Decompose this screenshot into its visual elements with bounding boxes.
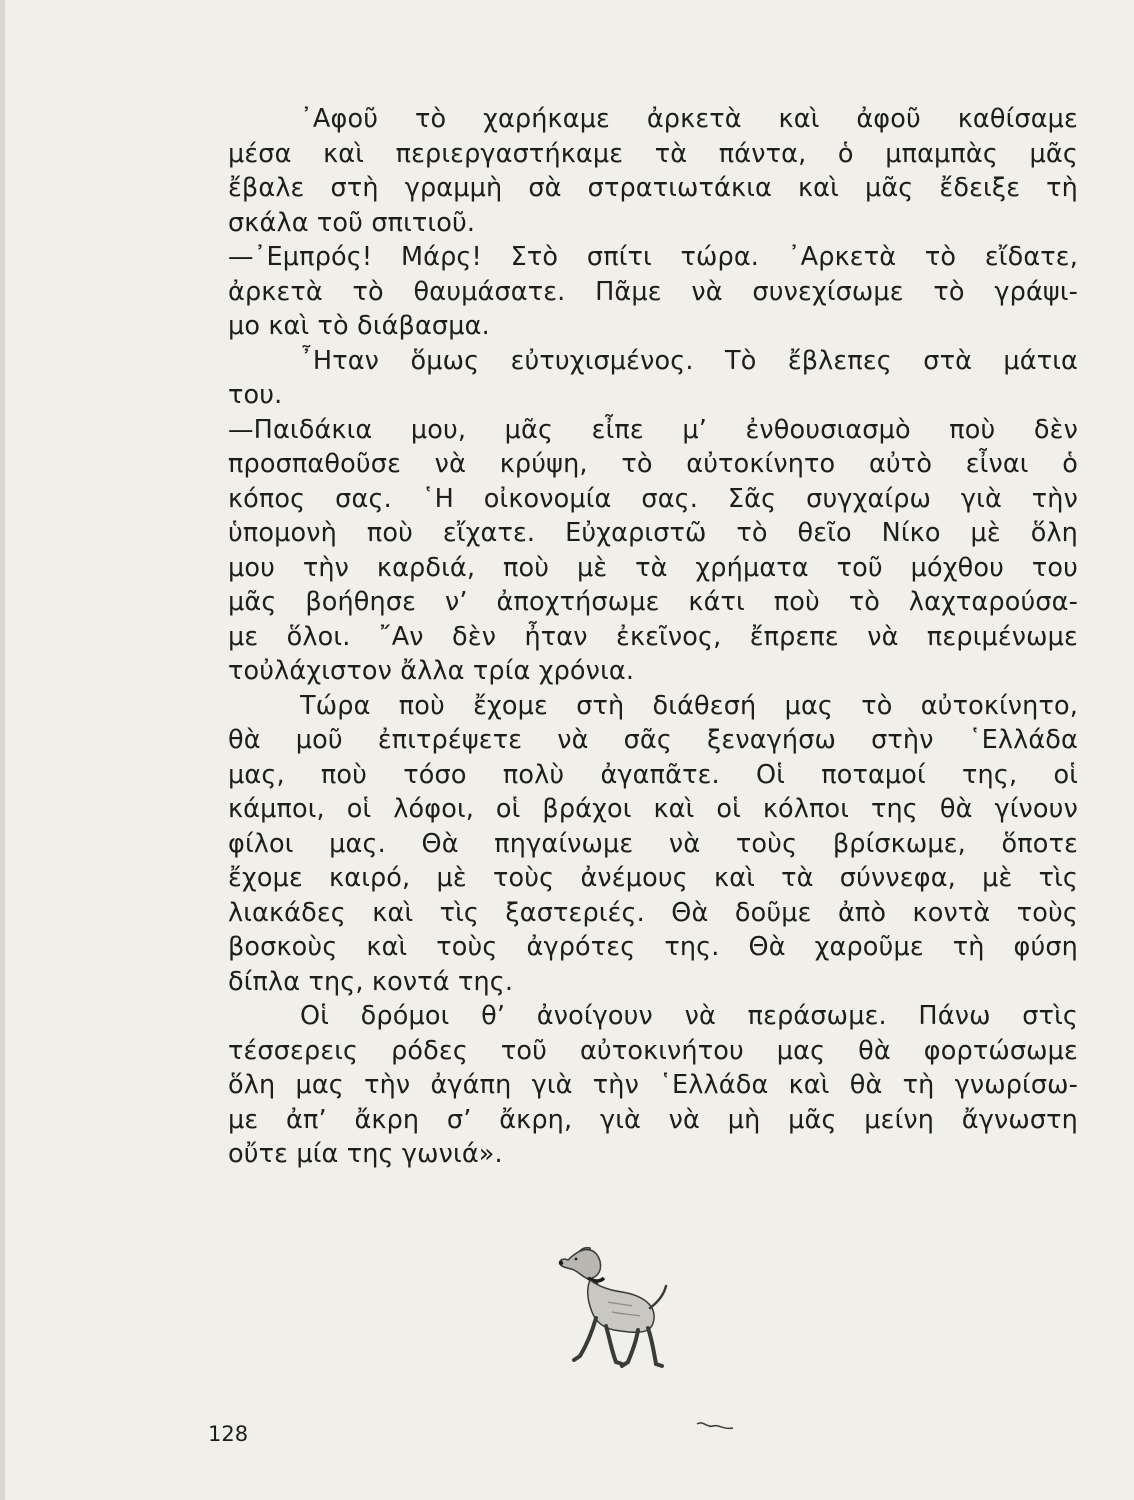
text-line: ὅλη μας τὴν ἀγάπη γιὰ τὴν ῾Ελλάδα καὶ θὰ τὴ γνωρίσω- — [228, 1070, 1078, 1100]
text-line: ᾿Αφοῦ τὸ χαρήκαμε ἀρκετὰ καὶ ἀφοῦ καθίσαμε — [300, 104, 1078, 134]
text-line: ἀρκετὰ τὸ θαυμάσατε. Πᾶμε νὰ συνεχίσωμε τὸ γράψι- — [228, 276, 1078, 307]
dog-nose — [559, 1261, 563, 1265]
text-line: προσπαθοῦσε νὰ κρύψη, τὸ αὐτοκίνητο αὐτὸ εἶναι ὁ — [228, 449, 1078, 479]
page-edge-shadow — [0, 0, 5, 1500]
text-line: τοὐλάχιστον ἄλλα τρία χρόνια. — [228, 656, 635, 686]
text-line: του. — [228, 380, 283, 410]
text-line: —᾿Εμπρός! Μάρς! Στὸ σπίτι τώρα. ᾿Αρκετὰ τὸ εἴδατε, — [228, 242, 1078, 272]
text-line: θὰ μοῦ ἐπιτρέψετε νὰ σᾶς ξεναγήσω στὴν ῾Ελλάδα — [228, 725, 1078, 755]
text-line: με ὅλοι. ῎Αν δὲν ἦταν ἐκεῖνος, ἔπρεπε νὰ περιμένωμε — [228, 621, 1078, 652]
ink-mark — [695, 1418, 735, 1434]
text-line: λιακάδες καὶ τὶς ξαστεριές. Θὰ δοῦμε ἀπὸ κοντὰ τοὺς — [228, 897, 1078, 928]
dog-illustration — [552, 1242, 672, 1372]
text-line: ῏Ηταν ὅμως εὐτυχισμένος. Τὸ ἔβλεπες στὰ μάτια — [300, 345, 1078, 376]
text-line: κόπος σας. ῾Η οἰκονομία σας. Σᾶς συγχαίρω γιὰ τὴν — [228, 483, 1078, 514]
text-line: μου τὴν καρδιά, ποὺ μὲ τὰ χρήματα τοῦ μόχθου του — [228, 552, 1078, 583]
dog-hind-leg-right — [648, 1328, 662, 1366]
text-line: βοσκοὺς καὶ τοὺς ἀγρότες της. Θὰ χαροῦμε τὴ φύση — [228, 932, 1078, 962]
text-line: ἔβαλε στὴ γραμμὴ σὰ στρατιωτάκια καὶ μᾶς ἔδειξε τὴ — [228, 173, 1078, 203]
text-line: κάμποι, οἱ λόφοι, οἱ βράχοι καὶ οἱ κόλποι της θὰ γίνουν — [228, 794, 1078, 824]
text-line: φίλοι μας. Θὰ πηγαίνωμε νὰ τοὺς βρίσκωμε, ὅποτε — [228, 828, 1078, 859]
text-line: σκάλα τοῦ σπιτιοῦ. — [228, 207, 476, 238]
text-line: δίπλα της, κοντά της. — [228, 966, 514, 997]
text-line: μέσα καὶ περιεργαστήκαμε τὰ πάντα, ὁ μπαμπὰς μᾶς — [228, 138, 1078, 169]
dog-hind-leg-left — [622, 1330, 638, 1366]
text-line: τέσσερεις ρόδες τοῦ αὐτοκινήτου μας θὰ φορτώσωμε — [228, 1035, 1078, 1066]
text-line: μας, ποὺ τόσο πολὺ ἀγαπᾶτε. Οἱ ποταμοί της, οἱ — [228, 759, 1078, 790]
text-line: —Παιδάκια μου, μᾶς εἶπε μ’ ἐνθουσιασμὸ ποὺ δὲν — [228, 414, 1078, 445]
text-line: οὔτε μία της γωνιά». — [228, 1139, 503, 1169]
dog-front-leg-left — [574, 1318, 596, 1360]
text-line: μᾶς βοήθησε ν’ ἀποχτήσωμε κάτι ποὺ τὸ λαχταρούσα- — [228, 587, 1078, 617]
text-line: ἔχομε καιρό, μὲ τοὺς ἀνέμους καὶ τὰ σύννεφα, μὲ τὶς — [228, 863, 1078, 893]
body-text — [228, 102, 1078, 1172]
text-line: μο καὶ τὸ διάβασμα. — [228, 311, 490, 341]
dog-eye — [575, 1258, 578, 1261]
dog-tail — [650, 1286, 666, 1308]
dog-front-leg-right — [606, 1326, 622, 1364]
text-line: Οἱ δρόμοι θ’ ἀνοίγουν νὰ περάσωμε. Πάνω στὶς — [300, 1001, 1078, 1031]
text-line: με ἀπ’ ἄκρη σ’ ἄκρη, γιὰ νὰ μὴ μᾶς μείνη ἄγνωστη — [228, 1104, 1078, 1135]
text-line: ὑπομονὴ ποὺ εἴχατε. Εὐχαριστῶ τὸ θεῖο Νίκο μὲ ὅλη — [228, 518, 1078, 548]
text-line: Τώρα ποὺ ἔχομε στὴ διάθεσή μας τὸ αὐτοκίνητο, — [300, 690, 1078, 721]
dog-head — [560, 1250, 601, 1279]
page-number: 128 — [208, 1422, 249, 1446]
dog-body — [588, 1280, 654, 1332]
